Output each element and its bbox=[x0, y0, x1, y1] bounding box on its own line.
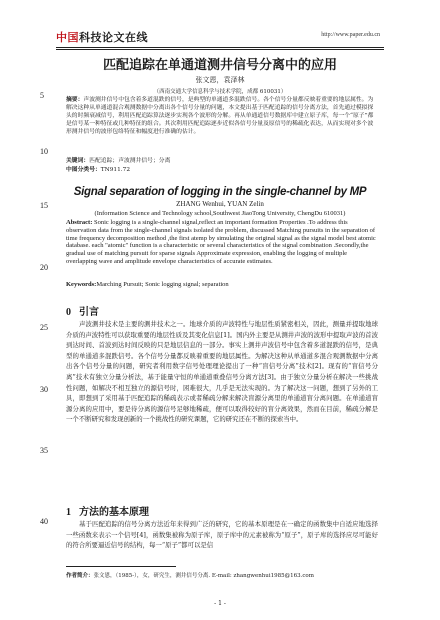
section-intro-body bbox=[66, 319, 378, 425]
cn-authors: 张文恩，袁泽林 bbox=[195, 76, 245, 84]
cn-abstract-label: 摘要： bbox=[66, 97, 84, 103]
en-abstract-text: Sonic logging is a single-channel signal,reflect an important formation Properties .To address this observation data from the single-channel signals isolated the problem, discussed Matching pursuits in the separation of time frequency decomposition method ,the first atemp by simulating the original signal as the signal model best atomic database. each "atomic" function is a characteristic or several characteristics of the signal combination .Secondly,the gradual use of matching pursuit for sparse signals Approximate expression, enabling the logging of multiple overlapping wave and amplitude envelope characteristics of accurate estimates. bbox=[66, 219, 376, 265]
section-heading-intro bbox=[66, 303, 99, 318]
line-number: 25 bbox=[40, 323, 48, 332]
journal-url[interactable]: http://www.paper.edu.cn bbox=[321, 32, 380, 38]
line-number: 35 bbox=[40, 446, 48, 455]
footnote bbox=[66, 571, 386, 579]
en-keywords bbox=[66, 281, 378, 288]
page-header bbox=[0, 26, 440, 48]
en-abstract-label: Abstract: bbox=[66, 219, 93, 226]
section-number: 0 bbox=[66, 307, 71, 318]
line-number: 15 bbox=[40, 201, 48, 210]
header-rule-thin bbox=[56, 49, 384, 50]
en-keywords-label: Keywords: bbox=[66, 281, 97, 288]
section-number: 1 bbox=[66, 507, 71, 518]
line-number: 20 bbox=[40, 263, 48, 272]
cn-keywords-text: 匹配追踪；声波测井信号；分离 bbox=[89, 158, 171, 164]
line-number: 30 bbox=[40, 385, 48, 394]
en-keywords-text: Marching Pursuit; Sonic logging signal; separation bbox=[96, 281, 229, 288]
section-title: 引言 bbox=[79, 307, 99, 318]
en-title: Signal separation of logging in the single-channel by MP bbox=[73, 186, 367, 198]
footnote-text: 张文恩，（1985-），女，研究生，测井信号分离. E-mail: zhangwenhui1985@163.com bbox=[93, 573, 314, 579]
line-number: 40 bbox=[40, 517, 48, 526]
journal-logo bbox=[56, 29, 148, 45]
cn-clc bbox=[66, 166, 376, 174]
cn-title: 匹配追踪在单通道测井信号分离中的应用 bbox=[102, 58, 337, 73]
cn-keywords-label: 关键词： bbox=[66, 158, 90, 164]
section-principle-body bbox=[66, 519, 378, 551]
footnote-rule bbox=[66, 566, 176, 567]
en-affiliation: (Information Science and Technology school,Southwest JiaoTong University, ChengDu 610031) bbox=[94, 210, 346, 217]
section-title: 方法的基本原理 bbox=[79, 507, 149, 518]
section-heading-principle bbox=[66, 503, 149, 518]
cn-abstract-text: 声波测井信号中包含着多道混跌的信号，是典型的单通道多混跌信号。各个信号分量都反映着重要的地层属性。为解决这种从单通道混合观测数据中分离出各个信号分量的问题，本文提出基于匹配追踪的信号分离方法，首先通过模拟探头的时频衰减信号，利用匹配追踪算法逐步实现各个波形的分解。再从单通道信号数据库中建立原子库，每一个“原子”都是信号某一种特征或几种特征的组合。其次利用匹配追踪逐步近似各信号分量及原信号的稀疏化表达，从而实现对多个波形测井信号的波形包络特征和幅度进行准确的估计。 bbox=[66, 97, 374, 135]
page-number: - 1 - bbox=[214, 600, 226, 607]
paragraph: 基于匹配追踪的信号分离方法近年来得到广泛的研究，它的基本原理是在一确定的函数集中自适应地选择一些函数来表示一个信号[4]，函数集被称为原子库，原子库中的元素被称为“原子”，原子库的选择应尽可能好的符合所要逼近信号的结构，每一“原子”都可以是信 bbox=[66, 520, 378, 550]
en-authors: ZHANG Wenhui, YUAN Zelin bbox=[176, 200, 264, 208]
en-abstract bbox=[66, 219, 378, 266]
header-rule bbox=[56, 47, 384, 48]
line-number: 10 bbox=[40, 147, 48, 156]
cn-affiliation: （西南交通大学信息科学与技术学院，成都 610031） bbox=[153, 89, 287, 95]
logo-prefix: 中国 bbox=[56, 31, 79, 44]
line-number: 5 bbox=[40, 91, 44, 100]
logo-main: 科技论文在线 bbox=[79, 31, 148, 44]
cn-keywords bbox=[66, 157, 376, 165]
cn-abstract bbox=[66, 96, 376, 136]
cn-clc-text: TN911.72 bbox=[100, 167, 131, 173]
paragraph: 声波测井技术是主要的测井技术之一。地球介质的声波特性与地层性质紧密相关，因此，测量并提取地球介质的声波特性可以获取重要的地层性质及其变化信息[1]。国内外主要是从测井声波的波形中提取声波的首波到达时间、首波到达时间反映的只是地层信息的一部分。事实上测井声波信号中包含着多道混跌的信号，是典型的单通道多混跌信号。各个信号分量都反映着重要的地层属性。为解决这种从单通道多混合观测数据中分离出各个信号分量的问题，研究者利用数字信号处理理论提出了一种“盲信号分离”技术[2]。现有的“盲信号分离”技术有独立分量分析法，基于能量守恒的单通道重叠信号分离方法[3]。由于独立分量分析在解决一些挑战性问题，如解决不相互独立的源信号时，困难很大，几乎是无法实现的。为了解决这一问题，想到了另外的工具，即想到了采用基于匹配追踪的稀疏表示或者稀疏分解来解决盲源分离里的单通道盲分离问题。在单通道盲源分离的应用中，要是待分离的源信号足够地稀疏，便可以取得较好的盲分离效果，然而在目前，稀疏分解是一个不断研究和发现创新的一个挑战性的研究课题，它的研究还在不断的探索当中。 bbox=[66, 320, 378, 424]
footnote-label: 作者简介： bbox=[66, 573, 94, 579]
cn-clc-label: 中图分类号： bbox=[66, 167, 101, 173]
